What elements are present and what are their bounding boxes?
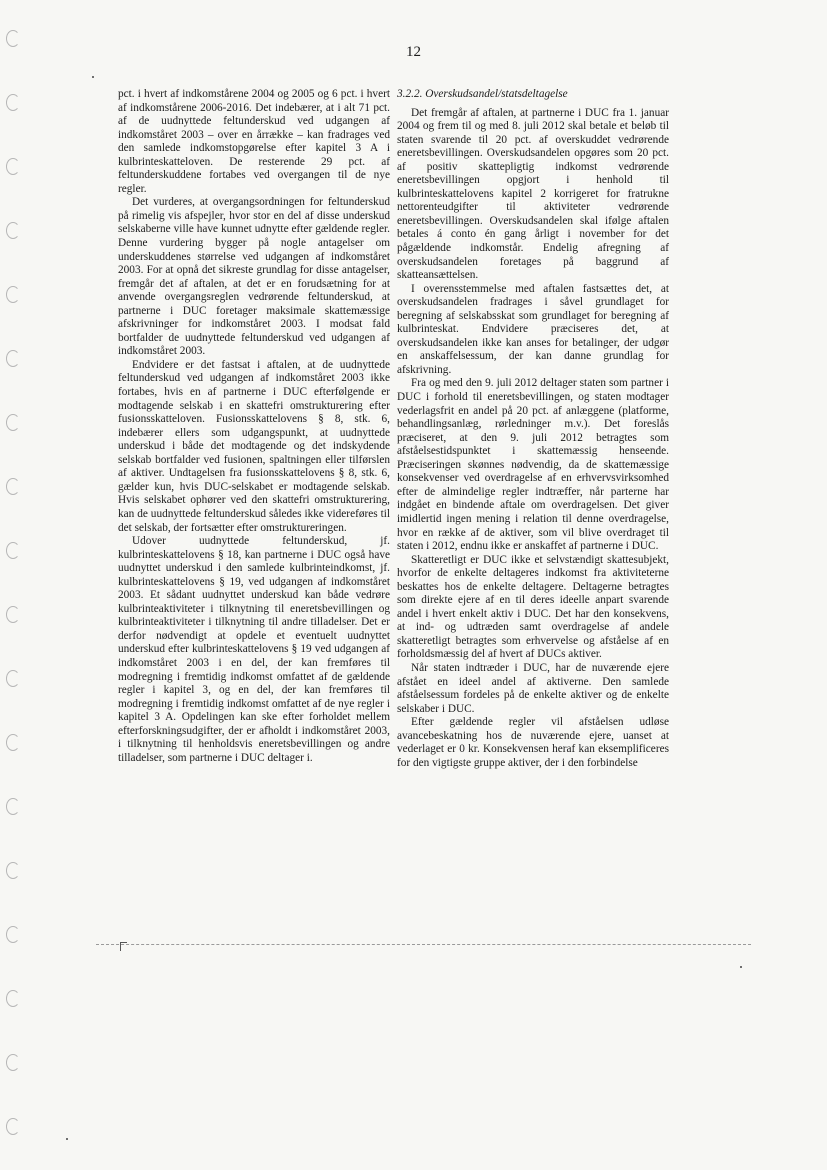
right-column [397, 88, 669, 770]
binder-hole [6, 350, 20, 367]
binder-holes [2, 30, 24, 1150]
binder-hole [6, 478, 20, 495]
binder-hole [6, 862, 20, 879]
paragraph: Skatteretligt er DUC ikke et selvstændigt skattesubjekt, hvorfor de enkelte deltageres indkomst fra aktiviteterne beskattes hos de enkelte deltagere. Deltagerne betragtes som direkte ejere af en til deres ideelle anpart svarende andel i hvert enkelt aktiv i DUC. Det har den konsekvens, at ind- og udtræden samt overdragelse af andele skatteretligt betragtes som erhvervelse og afståelse af en forholdsmæssig del af hvert af DUCs aktiver. [397, 553, 669, 661]
binder-hole [6, 606, 20, 623]
binder-hole [6, 926, 20, 943]
binder-hole [6, 158, 20, 175]
binder-hole [6, 94, 20, 111]
binder-hole [6, 222, 20, 239]
paragraph: I overensstemmelse med aftalen fastsættes det, at overskudsandelen fradrages i såvel grundlaget for beregning af selskabsskat som grundlaget for beregning af kulbrinteskat. Endvidere præciseres det, at overskudsandelen ikke kan anses for betalinger, der udgør en anskaffelsessum, der kan danne grundlag for afskrivning. [397, 282, 669, 376]
binder-hole [6, 670, 20, 687]
binder-hole [6, 990, 20, 1007]
page-number: 12 [406, 44, 421, 60]
binder-hole [6, 414, 20, 431]
paragraph: Det fremgår af aftalen, at partnerne i DUC fra 1. januar 2004 og frem til og med 8. juli 2012 skal betale et beløb til staten svarende til 20 pct. af overskuddet vedrørende eneretsbevillingen. Overskudsandelen opgøres som 20 pct. af positiv skattepligtig indkomst vedrørende eneretsbevillingen opgjort i henhold til kulbrinteskattelovens kapitel 2 korrigeret for fratrukne nettorenteudgifter til aktiviteter vedrørende eneretsbevillingen. Overskudsandelen skal ifølge aftalen betales á conto én gang årligt i november for det pågældende indkomstår. Endelig afregning af overskudsandelen foretages på baggrund af skatteansættelsen. [397, 106, 669, 282]
binder-hole [6, 734, 20, 751]
section-heading: 3.2.2. Overskudsandel/statsdeltagelse [397, 88, 568, 100]
scan-speck [740, 966, 742, 968]
scan-speck [92, 76, 94, 78]
binder-hole [6, 798, 20, 815]
binder-hole [6, 286, 20, 303]
scan-artifact-line [96, 944, 751, 945]
paragraph: Når staten indtræder i DUC, har de nuværende ejere afstået en ideel andel af aktiverne. Den samlede afståelsessum fordeles på de enkelte aktiver og de enkelte selskaber i DUC. [397, 661, 669, 715]
paragraph: Det vurderes, at overgangsordningen for feltunderskud på rimelig vis afspejler, hvor stor en del af disse underskud selskaberne ville have kunnet udnytte efter gældende regler. Denne vurdering bygger på nogle antagelser om underskuddenes størrelse ved udgangen af indkomståret 2003. For at opnå det sikreste grundlag for disse antagelser, fremgår det af aftalen, at det er en forudsætning for at anvende overgangsreglen vedrørende feltunderskud, at partnerne i DUC foretager maksimale skattemæssige afskrivninger for indkomståret 2003. I modsat fald bortfalder de uudnyttede feltunderskud ved udgangen af indkomståret 2003. [118, 196, 390, 358]
paragraph: Efter gældende regler vil afståelsen udløse avancebeskatning hos de nuværende ejere, uanset at vederlaget er 0 kr. Konsekvensen heraf kan eksemplificeres for den vigtigste gruppe aktiver, der i den forbindelse [397, 716, 669, 769]
binder-hole [6, 1054, 20, 1071]
paragraph: Endvidere er det fastsat i aftalen, at de uudnyttede feltunderskud ved udgangen af indkomståret 2003 ikke fortabes, hvis en af partnerne i DUC efterfølgende er modtagende selskab i en skattefri omstrukturering efter fusionsskatteloven. Fusionsskattelovens § 8, stk. 6, indebærer ellers som udgangspunkt, at uudnyttede underskud i både det modtagende og det indskydende selskab bortfalder ved fusionen, spaltningen eller tilførslen af aktiver. Undtagelsen fra fusionsskattelovens § 8, stk. 6, gælder kun, hvis DUC-selskabet er modtagende selskab. Hvis selskabet ophører ved den skattefri omstrukturering, kan de uudnyttede feltunderskud således ikke videreføres til det selskab, der fortsætter efter omstruktureringen. [118, 358, 390, 534]
paragraph: Fra og med den 9. juli 2012 deltager staten som partner i DUC i forhold til eneretsbevillingen, og staten modtager vederlagsfrit en andel på 20 pct. af anlæggene (platforme, behandlingsanlæg, rørledninger m.v.). Det foreslås præciseret, at den 9. juli 2012 betragtes som afståelsestidspunktet i skattemæssig henseende. Præciseringen skønnes nødvendig, da de skattemæssige konsekvenser ved overdragelse af en erhvervsvirksomhed efter de almindelige regler indtræffer, når parterne har indgået en bindende aftale om overdragelsen. Det giver imidlertid ingen mening i relation til denne overdragelse, hvor en række af de aktiver, som vil blive overdraget til staten i 2012, endnu ikke er anskaffet af partnerne i DUC. [397, 377, 669, 553]
left-column [118, 88, 390, 765]
paragraph: pct. i hvert af indkomstårene 2004 og 2005 og 6 pct. i hvert af indkomstårene 2006-2016. Det indebærer, at i alt 71 pct. af de uudnyttede feltunderskud ved udgangen af indkomståret 2003 – over en årrække – kan fradrages ved den samlede indkomstopgørelse efter kapitel 3 A i kulbrinteskatteloven. De resterende 29 pct. af feltunderskuddene fortabes ved overgangen til de nye regler. [118, 88, 390, 195]
binder-hole [6, 1118, 20, 1135]
scan-speck [66, 1138, 68, 1140]
binder-hole [6, 542, 20, 559]
crop-corner-mark [120, 942, 127, 951]
paragraph: Udover uudnyttede feltunderskud, jf. kulbrinteskattelovens § 18, kan partnerne i DUC også have uudnyttet underskud i den samlede kulbrinteindkomst, jf. kulbrinteskattelovens § 19, ved udgangen af indkomståret 2003. Et sådant uudnyttet underskud kan både vedrøre kulbrinteaktiviteter i tilknytning til eneretsbevillingen og kulbrinteaktiviteter i tilknytning til andre tilladelser. Det er derfor nødvendigt at opdele et eventuelt uudnyttet underskud efter kulbrinteskattelovens § 19 ved udgangen af indkomståret 2003 i en del, der kan fremføres til modregning i fremtidig indkomst omfattet af de gældende regler i kapitel 3, og en del, der kan fremføres til modregning i fremtidig indkomst omfattet af de nye regler i kapitel 3 A. Opdelingen kan ske efter forholdet mellem efterforskningsudgifter, der er afholdt i indkomståret 2003, i tilknytning til henholdsvis eneretsbevillingen og andre tilladelser, som partnerne i DUC deltager i. [118, 535, 390, 764]
